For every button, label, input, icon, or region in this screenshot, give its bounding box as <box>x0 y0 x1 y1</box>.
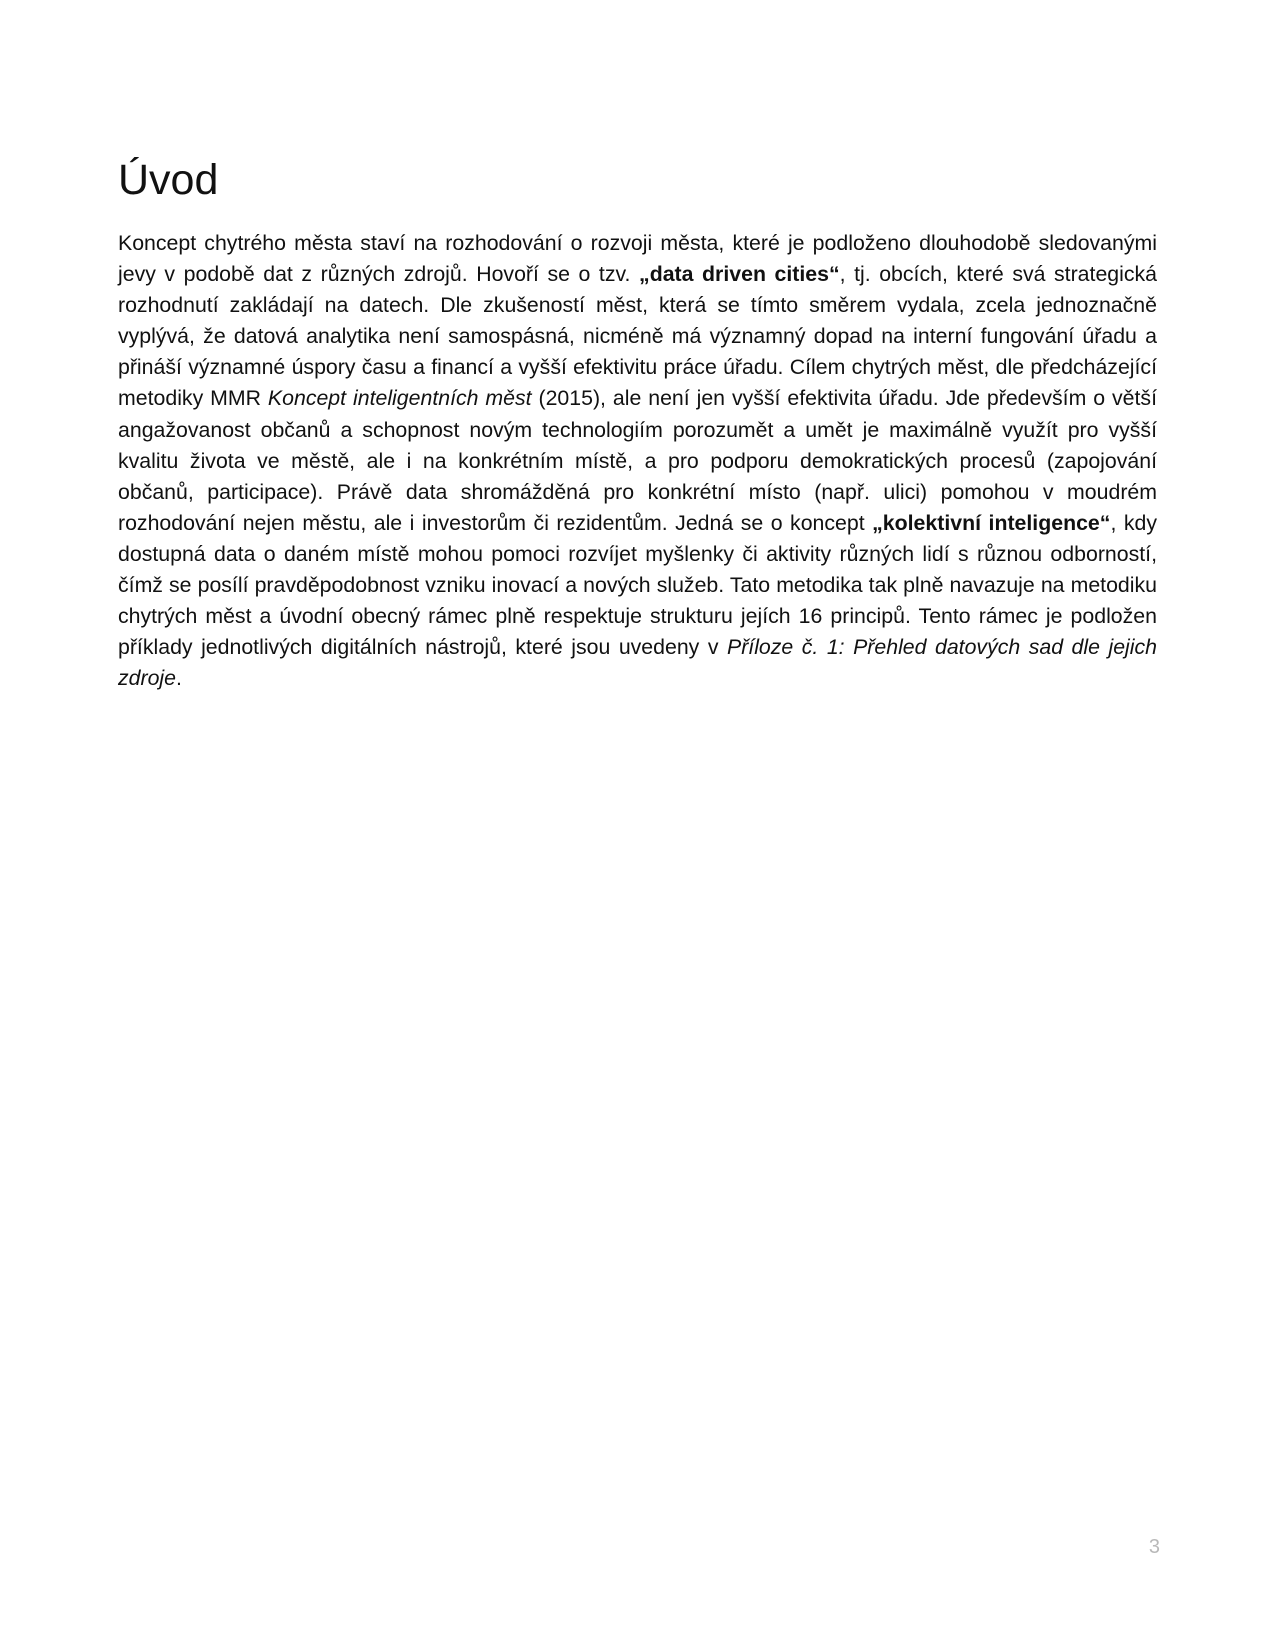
term-kolektivni-inteligence: „kolektivní inteligence“ <box>872 510 1111 535</box>
intro-text-4: , kdy dostupná data o daném místě mohou pomoci rozvíjet myšlenky či aktivity různých lidí s různou odborností, čímž se posílí pravděpodobnost vzniku inovací a nových služeb. Tato metodika tak plně navazuje na metodiku chytrých měst a úvodní obecný rámec plně respektuje strukturu jejích 16 principů. Tento rámec je podložen příklady jednotlivých digitálních nástrojů, které jsou uvedeny v <box>118 510 1157 660</box>
page-number: 3 <box>1148 1536 1160 1558</box>
term-data-driven-cities: „data driven cities“ <box>639 262 840 287</box>
intro-text-2: , tj. obcích, které svá strategická rozhodnutí zakládají na datech. Dle zkušeností měst, která se tímto směrem vydala, zcela jednoznačně vyplývá, že datová analytika není samospásná, nicméně má významný dopad na interní fungování úřadu a přináší významné úspory času a financí a vyšší efektivitu práce úřadu. Cílem chytrých měst, dle předcházející metodiky MMR <box>118 262 1158 411</box>
reference-koncept-inteligentnich-mest: Koncept inteligentních měst <box>267 386 532 411</box>
intro-text-5: . <box>176 666 182 691</box>
intro-text-3: (2015), ale není jen vyšší efektivita úřadu. Jde především o větší angažovanost občanů a schopnost novým technologiím porozumět a umět je maximálně využít pro vyšší kvalitu života ve městě, ale i na konkrétním místě, a pro podporu demokratických procesů (zapojování občanů, participace). Právě data shromážděná pro konkrétní místo (např. ulici) pomohou v moudrém rozhodování nejen městu, ale i investorům či rezidentům. Jedná se o koncept <box>118 386 1157 535</box>
section-heading: Úvod <box>118 156 219 204</box>
intro-paragraph <box>118 228 1157 694</box>
intro-text-1: Koncept chytrého města staví na rozhodování o rozvoji města, které je podloženo dlouhodobě sledovanými jevy v podobě dat z různých zdrojů. Hovoří se o tzv. <box>118 231 1157 287</box>
page-content <box>118 152 1157 694</box>
reference-priloha-1: Příloze č. 1: Přehled datových sad dle jejich zdroje <box>118 635 1157 691</box>
